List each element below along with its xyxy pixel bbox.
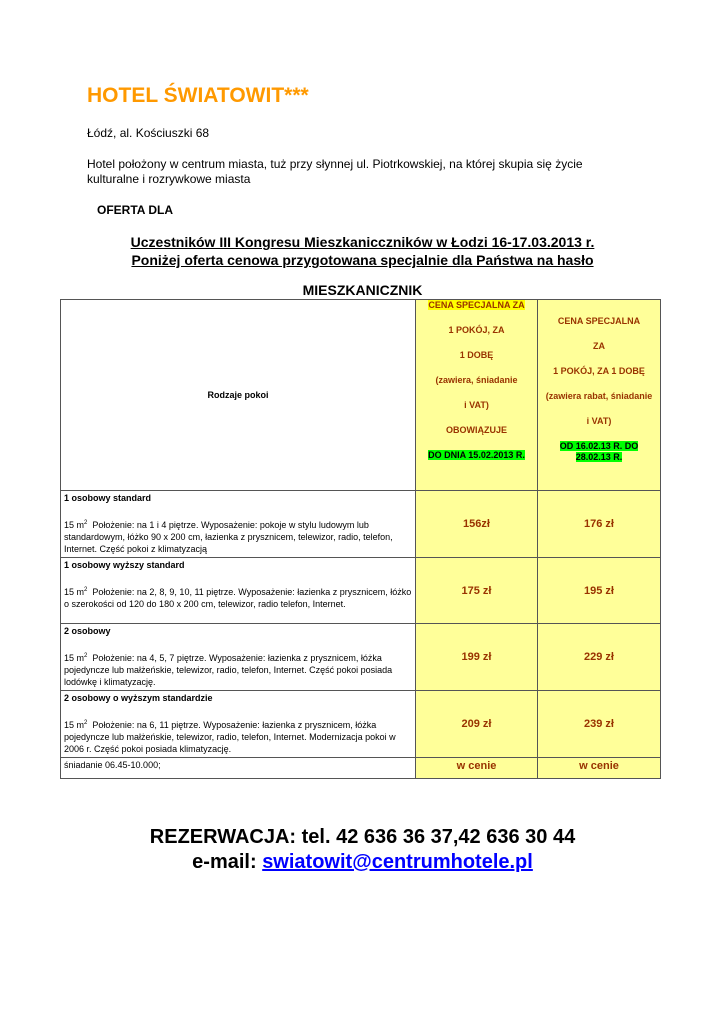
late-header-line5: i VAT) — [586, 416, 612, 426]
room-name: 2 osobowy — [64, 626, 111, 636]
late-header-line1: CENA SPECJALNA — [557, 316, 641, 326]
late-header-line4: (zawiera rabat, śniadanie — [545, 391, 653, 401]
price-table — [60, 299, 661, 779]
email-link[interactable]: swiatowit@centrumhotele.pl — [262, 851, 533, 873]
reservation-email-line — [0, 850, 725, 875]
room-spec: 15 $m^2$ Położenie: na 2, 8, 9, 10, 11 piętrze. Wyposażenie: łazienka z prysznicem, łóżko o szerokości od 120 do 180 x 200 cm, telewizor, radio telefon, Internet. — [64, 587, 412, 609]
room-spec: 15 $m^2$ Położenie: na 6, 11 piętrze. Wyposażenie: łazienka z prysznicem, łóżka pojedyncze lub małżeńskie, telewizor, radio, telefon, Internet. Modernizacja pokoi w 2006 r. Część pokoi posiada klimatyzację. — [64, 720, 396, 754]
early-header-line5: i VAT) — [464, 400, 489, 410]
hotel-description: Hotel położony w centrum miasta, tuż przy słynnej ul. Piotrkowskiej, na której skupia się życie kulturalne i rozrywkowe miasta — [87, 157, 583, 186]
room-name: 1 osobowy wyższy standard — [64, 560, 185, 570]
table-row — [61, 691, 661, 758]
room-types-header: Rodzaje pokoi — [61, 300, 416, 491]
email-label: e-mail: — [192, 851, 263, 873]
late-header-line3: 1 POKÓJ, ZA 1 DOBĘ — [553, 366, 645, 376]
early-header-line1: CENA SPECJALNA ZA — [428, 300, 525, 310]
breakfast-price-early: w cenie — [416, 758, 538, 779]
price-late: 229 zł — [538, 624, 661, 691]
offer-heading — [0, 233, 725, 269]
price-late: 195 zł — [538, 558, 661, 624]
room-cell — [61, 691, 416, 758]
offer-heading-line1: Uczestników III Kongresu Mieszkanicczników w Łodzi 16-17.03.2013 r. — [130, 234, 595, 250]
room-spec: 15 $m^2$ Położenie: na 4, 5, 7 piętrze. Wyposażenie: łazienka z prysznicem, łóżka pojedyncze lub małżeńskie, telewizor, radio, telefon, Internet. Część pokoi posiada lodówkę i klimatyzację. — [64, 653, 393, 687]
price-late: 176 zł — [538, 491, 661, 558]
breakfast-label: śniadanie 06.45-10.000; — [61, 758, 416, 779]
price-early: 209 zł — [416, 691, 538, 758]
room-name: 2 osobowy o wyższym standardzie — [64, 693, 213, 703]
price-late: 239 zł — [538, 691, 661, 758]
room-cell — [61, 558, 416, 624]
offer-heading-line2: Poniżej oferta cenowa przygotowana specjalnie dla Państwa na hasło — [131, 252, 594, 268]
early-header-line4: (zawiera, śniadanie — [435, 375, 518, 385]
price-header-early — [416, 300, 538, 491]
early-header-deadline: DO DNIA 15.02.2013 R. — [428, 450, 525, 460]
table-header-row — [61, 300, 661, 491]
offer-for-label: OFERTA DLA — [97, 203, 173, 217]
price-early: 199 zł — [416, 624, 538, 691]
room-name: 1 osobowy standard — [64, 493, 152, 503]
room-cell — [61, 624, 416, 691]
hotel-title: HOTEL ŚWIATOWIT*** — [87, 84, 309, 107]
room-spec: 15 $m^2$ Położenie: na 1 i 4 piętrze. Wyposażenie: pokoje w stylu ludowym lub standardowym, łóżko 90 x 200 cm, łazienka z prysznicem, telewizor, radio, telefon, Internet. Część pokoi z klimatyzacją — [64, 520, 393, 554]
late-header-dates: OD 16.02.13 R. DO 28.02.13 R. — [559, 441, 639, 462]
table-row — [61, 624, 661, 691]
reservation-block — [0, 825, 725, 875]
early-header-line2: 1 POKÓJ, ZA — [448, 325, 505, 335]
breakfast-price-late: w cenie — [538, 758, 661, 779]
early-header-line3: 1 DOBĘ — [459, 350, 494, 360]
hotel-address: Łódź, al. Kościuszki 68 — [87, 126, 210, 140]
room-cell — [61, 491, 416, 558]
late-header-line2: ZA — [593, 341, 605, 351]
offer-password: MIESZKANICZNIK — [302, 282, 423, 298]
price-early: 156zł — [416, 491, 538, 558]
price-header-late — [538, 300, 661, 491]
table-row-breakfast — [61, 758, 661, 779]
table-row — [61, 491, 661, 558]
price-early: 175 zł — [416, 558, 538, 624]
reservation-phone: REZERWACJA: tel. 42 636 36 37,42 636 30 44 — [149, 826, 576, 848]
table-row — [61, 558, 661, 624]
early-header-line6: OBOWIĄZUJE — [445, 425, 507, 435]
